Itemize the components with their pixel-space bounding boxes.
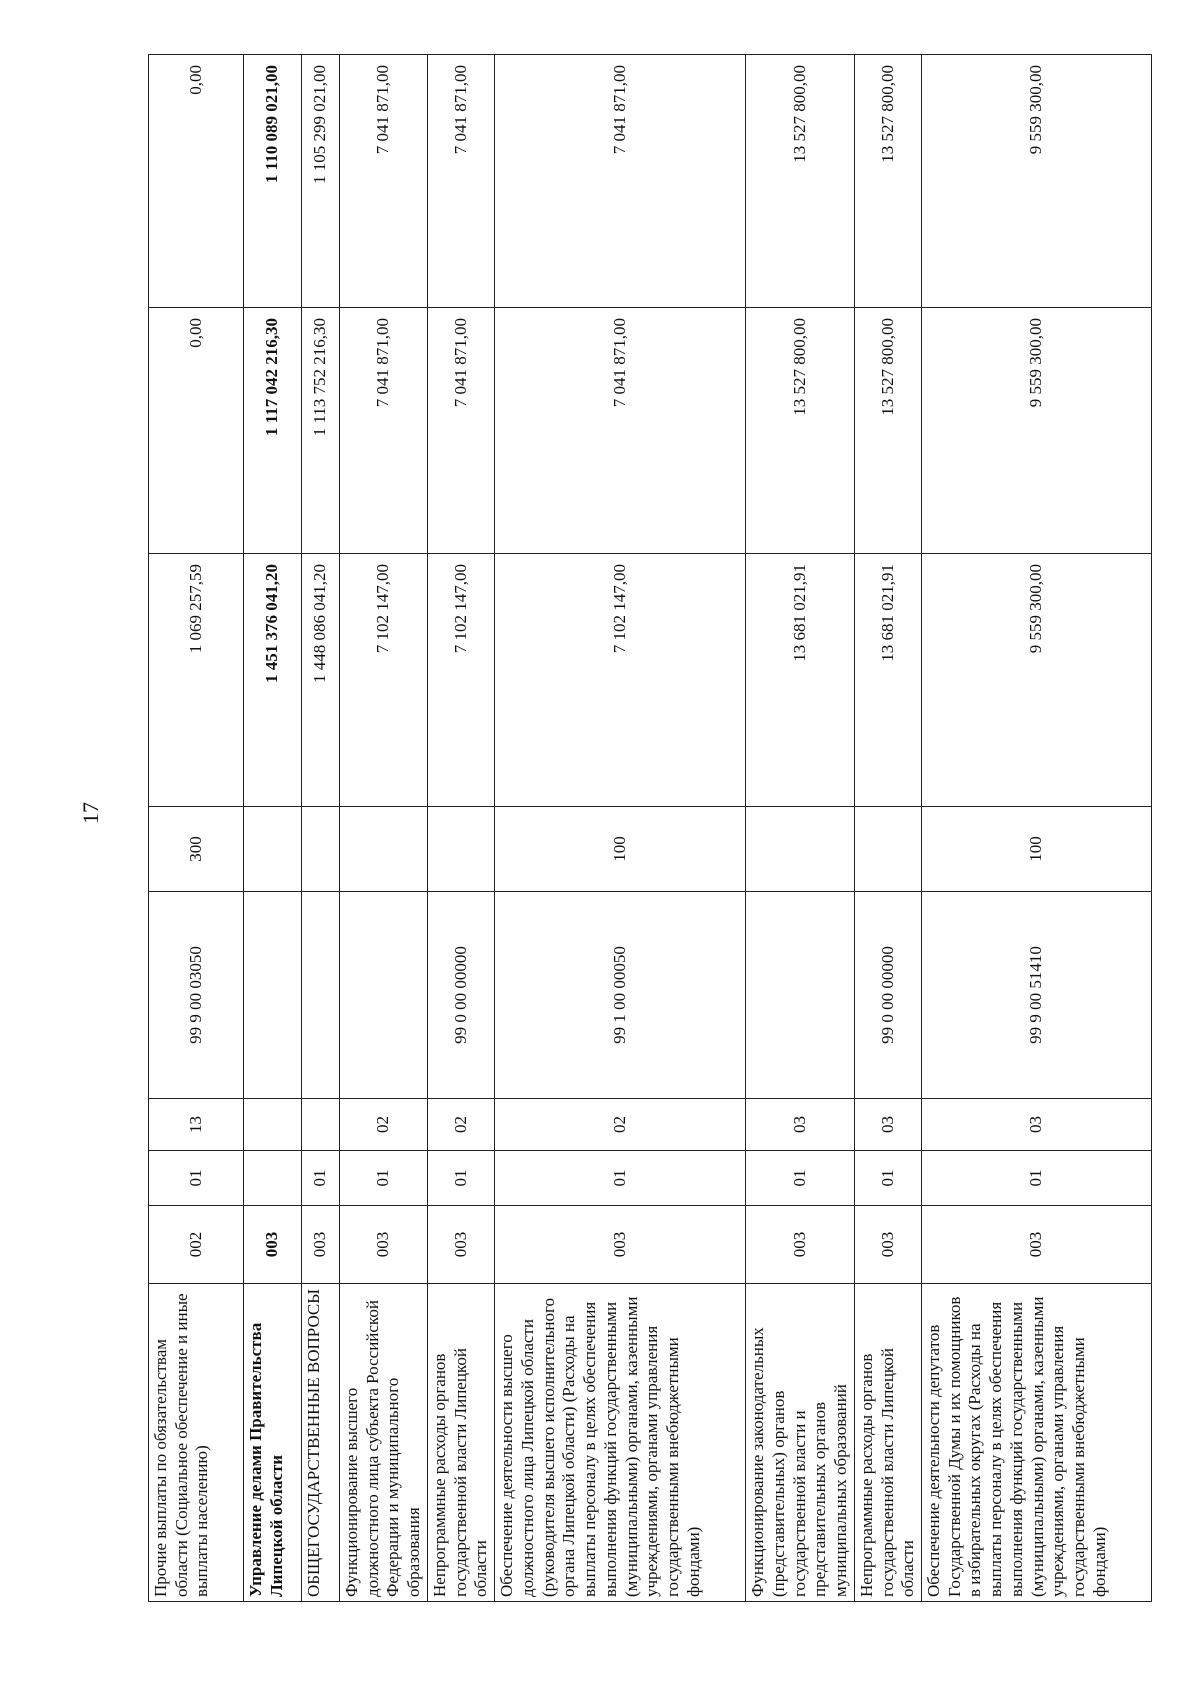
row-pr: 03 [922,1099,1152,1151]
row-vr [244,807,302,892]
row-csr [302,892,340,1099]
row-csr [340,892,428,1099]
row-csr: 99 0 00 00000 [854,892,921,1099]
row-pr: 02 [495,1099,746,1151]
row-sum1: 7 102 147,00 [495,554,746,807]
row-sum3: 0,00 [149,55,244,308]
table-row [340,55,428,1602]
row-pr: 02 [427,1099,494,1151]
row-sum1: 1 448 086 041,20 [302,554,340,807]
row-vr [427,807,494,892]
row-sum1: 13 681 021,91 [746,554,855,807]
budget-table-container [148,55,1110,1602]
table-row [922,55,1152,1602]
row-csr [244,892,302,1099]
row-csr [746,892,855,1099]
row-name: Непрограммные расходы органов государственной власти Липецкой области [427,1284,494,1602]
row-vr [746,807,855,892]
row-sum2: 13 527 800,00 [854,308,921,554]
row-vr: 100 [495,807,746,892]
row-sum3: 7 041 871,00 [340,55,428,308]
row-pr: 13 [149,1099,244,1151]
table-row [854,55,921,1602]
row-sum1: 7 102 147,00 [427,554,494,807]
row-sum3: 1 110 089 021,00 [244,55,302,308]
row-name: ОБЩЕГОСУДАРСТВЕННЫЕ ВОПРОСЫ [302,1284,340,1602]
row-rz: 01 [746,1151,855,1206]
row-ved: 003 [854,1206,921,1284]
row-sum3: 1 105 299 021,00 [302,55,340,308]
row-rz: 01 [302,1151,340,1206]
table-row [149,55,244,1602]
row-vr [302,807,340,892]
row-csr: 99 9 00 51410 [922,892,1152,1099]
row-rz: 01 [149,1151,244,1206]
row-sum1: 1 069 257,59 [149,554,244,807]
row-sum1: 7 102 147,00 [340,554,428,807]
row-sum3: 13 527 800,00 [854,55,921,308]
row-ved: 003 [746,1206,855,1284]
row-sum2: 7 041 871,00 [427,308,494,554]
row-sum3: 7 041 871,00 [427,55,494,308]
row-name: Функционирование законодательных (представительных) органов государственной власти и представительных органов муниципальных образований [746,1284,855,1602]
row-rz [244,1151,302,1206]
table-row [244,55,302,1602]
row-ved: 003 [495,1206,746,1284]
row-csr: 99 9 00 03050 [149,892,244,1099]
row-sum2: 9 559 300,00 [922,308,1152,554]
row-name: Прочие выплаты по обязательствам области (Социальное обеспечение и иные выплаты населению) [149,1284,244,1602]
row-sum1: 1 451 376 041,20 [244,554,302,807]
row-ved: 003 [302,1206,340,1284]
row-sum3: 9 559 300,00 [922,55,1152,308]
row-pr [244,1099,302,1151]
budget-table [148,54,1152,1602]
row-pr [302,1099,340,1151]
table-row [302,55,340,1602]
row-sum3: 13 527 800,00 [746,55,855,308]
row-sum2: 0,00 [149,308,244,554]
row-ved: 003 [340,1206,428,1284]
row-name: Функционирование высшего должностного лица субъекта Российской Федерации и муниципального образования [340,1284,428,1602]
row-sum2: 1 117 042 216,30 [244,308,302,554]
row-sum1: 9 559 300,00 [922,554,1152,807]
row-name: Обеспечение деятельности высшего должностного лица Липецкой области (руководителя высшего исполнительного органа Липецкой области) (Расходы на выплаты персоналу в целях обеспечения выполнения функций государственными (муниципальными) органами, казенными учреждениями, органами управления государственными внебюджетными фондами) [495,1284,746,1602]
row-pr: 03 [854,1099,921,1151]
row-vr [340,807,428,892]
row-sum2: 7 041 871,00 [495,308,746,554]
row-ved: 003 [244,1206,302,1284]
row-vr: 100 [922,807,1152,892]
table-row [427,55,494,1602]
row-rz: 01 [854,1151,921,1206]
row-pr: 02 [340,1099,428,1151]
row-rz: 01 [427,1151,494,1206]
row-csr: 99 1 00 00050 [495,892,746,1099]
row-ved: 003 [922,1206,1152,1284]
table-row [746,55,855,1602]
row-ved: 003 [427,1206,494,1284]
row-rz: 01 [340,1151,428,1206]
row-name: Управление делами Правительства Липецкой области [244,1284,302,1602]
row-vr [854,807,921,892]
page-number: 17 [78,802,103,824]
row-csr: 99 0 00 00000 [427,892,494,1099]
row-sum2: 7 041 871,00 [340,308,428,554]
row-name: Непрограммные расходы органов государственной власти Липецкой области [854,1284,921,1602]
row-rz: 01 [495,1151,746,1206]
row-pr: 03 [746,1099,855,1151]
row-name: Обеспечение деятельности депутатов Государственной Думы и их помощников в избирательных округах (Расходы на выплаты персоналу в целях обеспечения выполнения функций государственными (муниципальными) органами, казенными учреждениями, органами управления государственными внебюджетными фондами) [922,1284,1152,1602]
row-sum2: 13 527 800,00 [746,308,855,554]
row-sum3: 7 041 871,00 [495,55,746,308]
table-row [495,55,746,1602]
row-ved: 002 [149,1206,244,1284]
row-vr: 300 [149,807,244,892]
row-rz: 01 [922,1151,1152,1206]
row-sum2: 1 113 752 216,30 [302,308,340,554]
row-sum1: 13 681 021,91 [854,554,921,807]
